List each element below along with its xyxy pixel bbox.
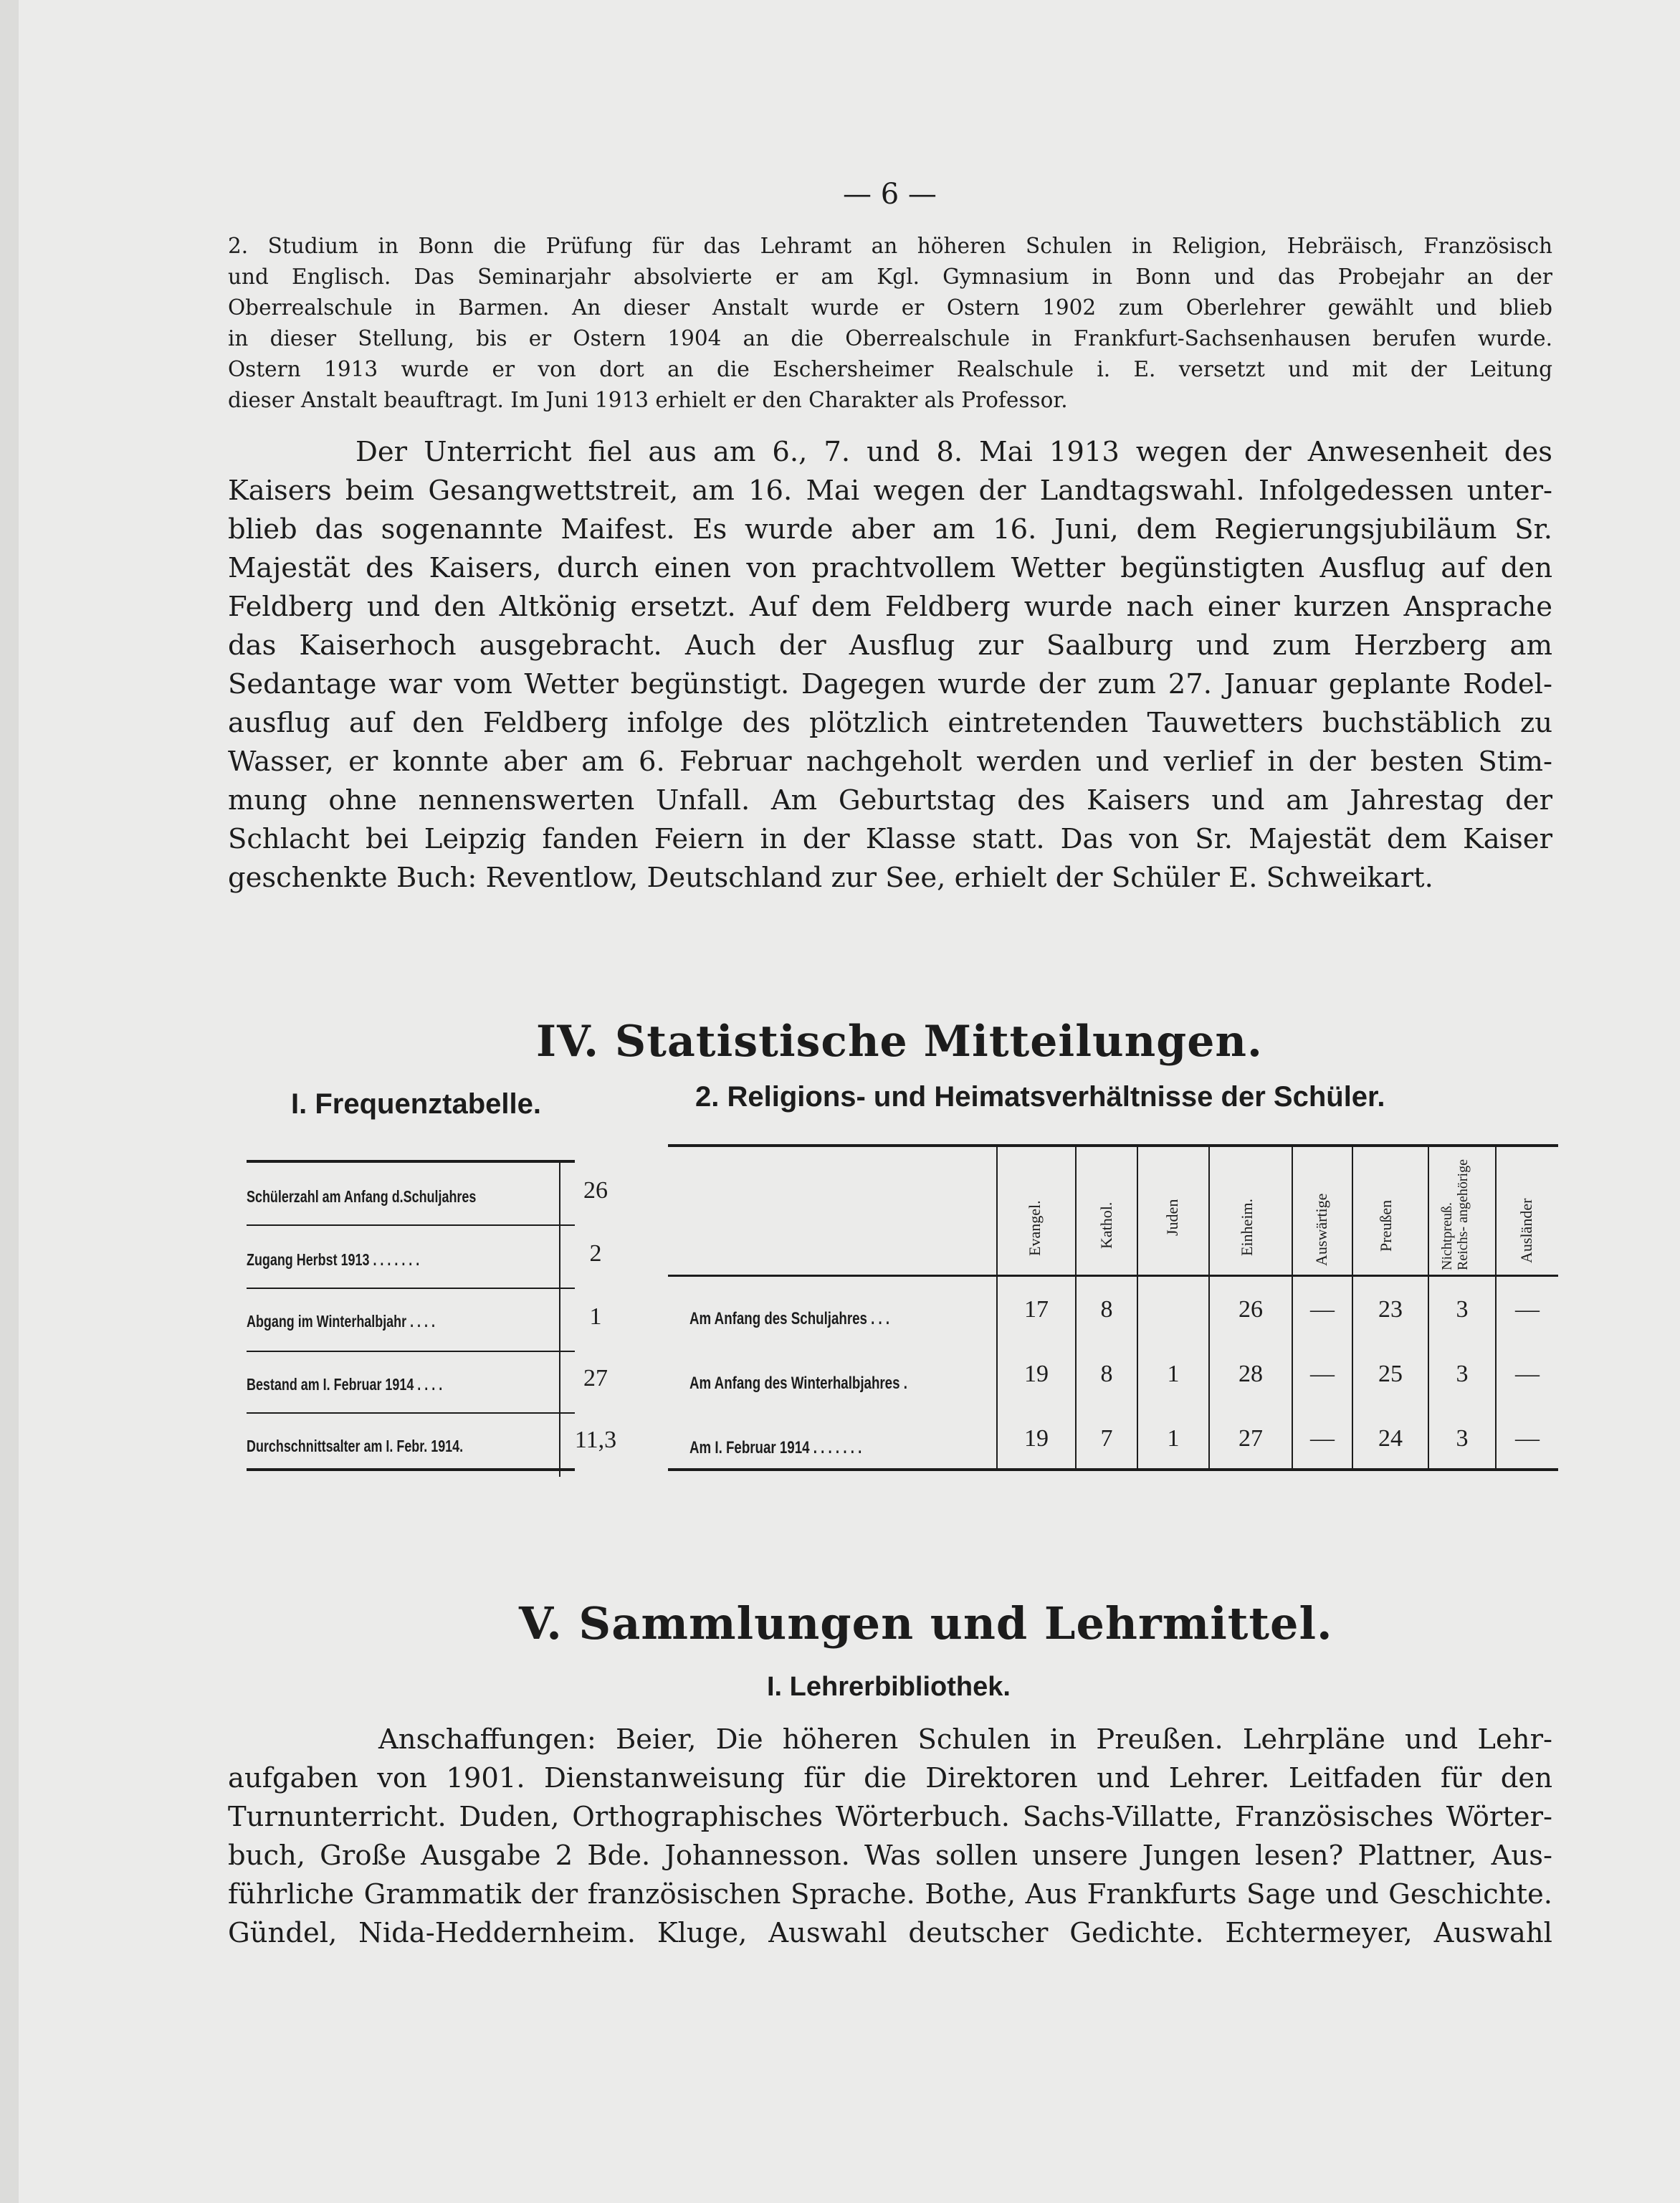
table-divider xyxy=(559,1163,560,1477)
row-label: Am Anfang des Schuljahres . . . xyxy=(689,1309,890,1328)
page xyxy=(19,0,1680,2203)
text-line: ausflug auf den Feldberg infolge des plötzlich eintretenden Tauwetters buchstäblich zu xyxy=(228,707,1552,739)
text-line: dieser Anstalt beauftragt. Im Juni 1913 erhielt er den Charakter als Professor. xyxy=(228,388,1068,412)
table-rule xyxy=(668,1275,1558,1277)
table-rule xyxy=(247,1412,575,1414)
freq-value: 11,3 xyxy=(574,1427,617,1453)
table-rule xyxy=(668,1144,1558,1147)
section-4-title: IV. Statistische Mitteilungen. xyxy=(536,1017,1263,1067)
section-5-title: V. Sammlungen und Lehrmittel. xyxy=(519,1597,1333,1650)
text-line: führliche Grammatik der französischen Sprache. Bothe, Aus Frankfurts Sage und Geschichte. xyxy=(228,1878,1552,1911)
frequenztabelle-heading: I. Frequenztabelle. xyxy=(291,1088,541,1120)
text-line: Majestät des Kaisers, durch einen von prachtvollem Wetter begünstigten Ausflug auf den xyxy=(228,552,1552,584)
cell: 19 xyxy=(1024,1361,1049,1387)
lehrerbibliothek-heading: I. Lehrerbibliothek. xyxy=(767,1672,1011,1702)
freq-label: Abgang im Winterhalbjahr . . . . xyxy=(247,1312,435,1331)
page-number: — 6 — xyxy=(843,178,937,211)
text-line: Oberrealschule in Barmen. An dieser Anstalt wurde er Ostern 1902 zum Oberlehrer gewählt und blieb xyxy=(228,295,1552,320)
cell: 8 xyxy=(1100,1296,1113,1323)
text-line: Schlacht bei Leipzig fanden Feiern in der Klasse statt. Das von Sr. Majestät dem Kaiser xyxy=(228,823,1552,855)
text-line: Wasser, er konnte aber am 6. Februar nachgeholt werden und verlief in der besten Stim- xyxy=(228,746,1552,778)
text-line: Gündel, Nida-Heddernheim. Kluge, Auswahl deutscher Gedichte. Echtermeyer, Auswahl xyxy=(228,1917,1552,1949)
text-line: geschenkte Buch: Reventlow, Deutschland zur See, erhielt der Schüler E. Schweikart. xyxy=(228,862,1433,894)
table-rule xyxy=(247,1351,575,1352)
text-line: Sedantage war vom Wetter begünstigt. Dagegen wurde der zum 27. Januar geplante Rodel- xyxy=(228,668,1552,700)
cell: 3 xyxy=(1456,1425,1469,1452)
text-line: Ostern 1913 wurde er von dort an die Eschersheimer Realschule i. E. versetzt und mit der Leitung xyxy=(228,357,1552,381)
text-line: aufgaben von 1901. Dienstanweisung für die Direktoren und Lehrer. Leitfaden für den xyxy=(228,1762,1552,1794)
text-line: mung ohne nennenswerten Unfall. Am Geburtstag des Kaisers und am Jahrestag der xyxy=(228,784,1552,817)
cell: 28 xyxy=(1238,1361,1263,1387)
table-rule xyxy=(247,1224,575,1226)
freq-label: Durchschnittsalter am I. Febr. 1914. xyxy=(247,1437,464,1455)
cell: 1 xyxy=(1167,1361,1180,1387)
cell: 17 xyxy=(1024,1296,1049,1323)
text-line: in dieser Stellung, bis er Ostern 1904 an die Oberrealschule in Frankfurt-Sachsenhausen berufen wurde. xyxy=(228,326,1552,351)
cell: 24 xyxy=(1378,1425,1403,1452)
text-line: buch, Große Ausgabe 2 Bde. Johannesson. Was sollen unsere Jungen lesen? Plattner, Aus- xyxy=(228,1840,1552,1872)
freq-value: 26 xyxy=(583,1177,608,1204)
bio-paragraph xyxy=(228,231,1552,416)
freq-value: 27 xyxy=(583,1365,608,1391)
cell: — xyxy=(1310,1296,1335,1323)
freq-label: Schülerzahl am Anfang d.Schuljahres xyxy=(247,1187,477,1206)
text-line: Kaisers beim Gesangwettstreit, am 16. Mai wegen der Landtagswahl. Infolgedessen unter- xyxy=(228,475,1552,507)
table-rule xyxy=(247,1468,575,1471)
col-divider xyxy=(1137,1147,1138,1468)
text-line: und Englisch. Das Seminarjahr absolvierte er am Kgl. Gymnasium in Bonn und das Probejahr an der xyxy=(228,265,1552,289)
row-label: Am I. Februar 1914 . . . . . . . xyxy=(689,1438,862,1457)
text-line: Der Unterricht fiel aus am 6., 7. und 8. Mai 1913 wegen der Anwesenheit des xyxy=(355,436,1552,468)
cell: 1 xyxy=(1167,1425,1180,1452)
text-line: das Kaiserhoch ausgebracht. Auch der Ausflug zur Saalburg und zum Herzberg am xyxy=(228,629,1552,662)
cell: 7 xyxy=(1100,1425,1113,1452)
cell: 26 xyxy=(1238,1296,1263,1323)
cell: 19 xyxy=(1024,1425,1049,1452)
col-header: Juden xyxy=(1163,1199,1181,1236)
cell: 8 xyxy=(1100,1361,1113,1387)
col-header: Auswärtige xyxy=(1312,1193,1330,1266)
text-line: Feldberg und den Altkönig ersetzt. Auf dem Feldberg wurde nach einer kurzen Ansprache xyxy=(228,591,1552,623)
table-rule xyxy=(247,1288,575,1289)
col-header: Preußen xyxy=(1377,1199,1395,1252)
freq-label: Bestand am I. Februar 1914 . . . . xyxy=(247,1375,443,1394)
freq-value: 2 xyxy=(589,1240,602,1267)
cell: — xyxy=(1310,1361,1335,1387)
cell: — xyxy=(1515,1361,1540,1387)
freq-label: Zugang Herbst 1913 . . . . . . . xyxy=(247,1250,420,1269)
freq-value: 1 xyxy=(589,1303,602,1330)
col-header: Einheim. xyxy=(1238,1198,1256,1256)
col-header: Nichtpreuß. Reichs- angehörige xyxy=(1439,1159,1471,1270)
unterricht-paragraph xyxy=(228,433,1552,898)
cell: — xyxy=(1515,1296,1540,1323)
text-line: 2. Studium in Bonn die Prüfung für das Lehramt an höheren Schulen in Religion, Hebräisch, Französisch xyxy=(228,234,1552,258)
text-line: Anschaffungen: Beier, Die höheren Schulen in Preußen. Lehrpläne und Lehr- xyxy=(378,1723,1552,1756)
text-line: Turnunterricht. Duden, Orthographisches Wörterbuch. Sachs-Villatte, Französisches Wörter- xyxy=(228,1801,1552,1833)
cell: 27 xyxy=(1238,1425,1263,1452)
cell: — xyxy=(1515,1425,1540,1452)
table-rule xyxy=(247,1160,575,1163)
col-header: Evangel. xyxy=(1026,1200,1044,1256)
table-rule xyxy=(668,1468,1558,1471)
cell: 23 xyxy=(1378,1296,1403,1323)
cell: 3 xyxy=(1456,1361,1469,1387)
col-header: Ausländer xyxy=(1517,1198,1535,1263)
cell: — xyxy=(1310,1425,1335,1452)
col-header: Kathol. xyxy=(1097,1202,1115,1249)
cell: 3 xyxy=(1456,1296,1469,1323)
anschaffungen-paragraph xyxy=(228,1721,1552,1953)
religion-heading: 2. Religions- und Heimatsverhältnisse der Schüler. xyxy=(695,1081,1385,1113)
cell: 25 xyxy=(1378,1361,1403,1387)
text-line: blieb das sogenannte Maifest. Es wurde aber am 16. Juni, dem Regierungsjubiläum Sr. xyxy=(228,513,1552,546)
row-label: Am Anfang des Winterhalbjahres . xyxy=(689,1374,907,1393)
